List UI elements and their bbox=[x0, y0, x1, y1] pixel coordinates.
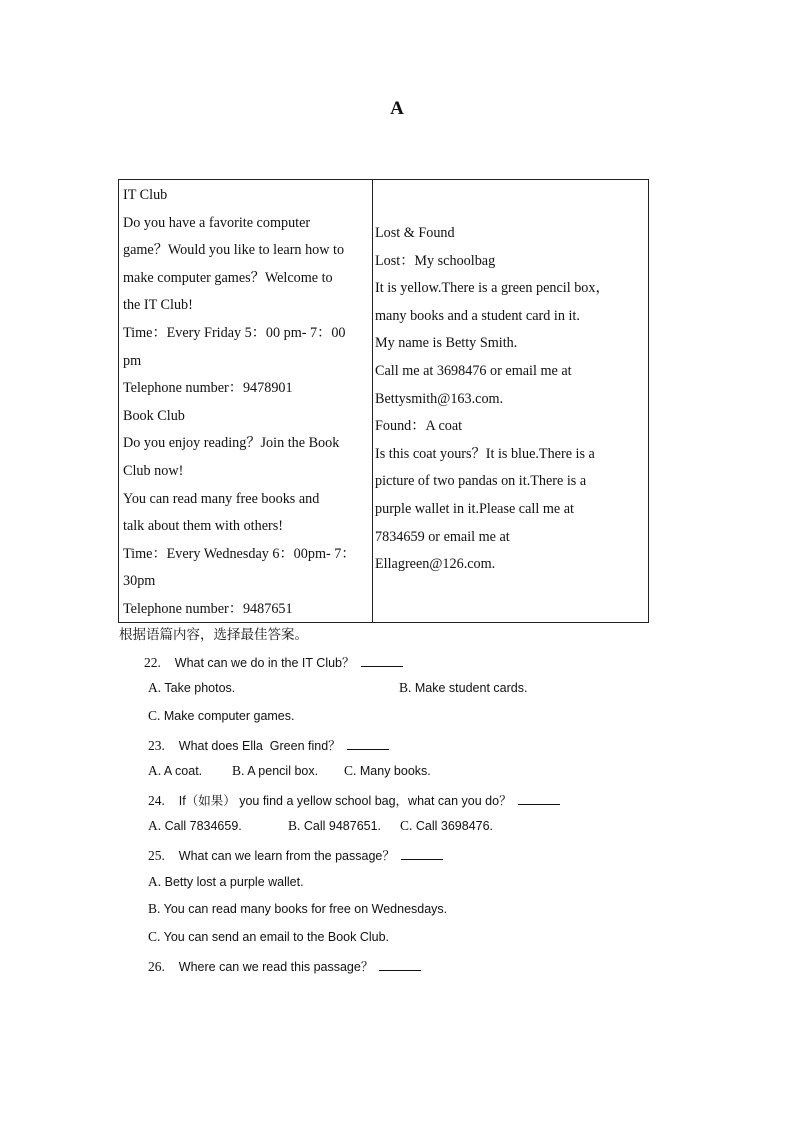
left-line: make computer games？Welcome to bbox=[123, 269, 333, 286]
question-number: 26. bbox=[148, 959, 165, 974]
option-text: Take photos. bbox=[164, 681, 236, 695]
option-letter: B. bbox=[148, 901, 161, 916]
right-line: many books and a student card in it. bbox=[375, 307, 580, 324]
left-line: Telephone number：9478901 bbox=[123, 380, 293, 397]
option-22b[interactable] bbox=[399, 680, 527, 696]
answer-blank[interactable] bbox=[518, 794, 560, 805]
section-title: A bbox=[390, 98, 404, 119]
right-line: purple wallet in it.Please call me at bbox=[375, 500, 574, 517]
question-text: What can we do in the IT Club？ bbox=[174, 656, 355, 670]
left-line: game？Would you like to learn how to bbox=[123, 242, 345, 259]
right-line: Is this coat yours？It is blue.There is a bbox=[375, 445, 595, 462]
option-25c[interactable] bbox=[148, 929, 389, 945]
right-line: Bettysmith@163.com. bbox=[375, 390, 504, 407]
lost-found-column bbox=[373, 180, 648, 622]
option-24c[interactable] bbox=[400, 818, 493, 834]
option-text: A coat. bbox=[163, 764, 203, 778]
right-line: Lost & Found bbox=[375, 225, 455, 241]
option-24b[interactable] bbox=[288, 818, 381, 834]
right-line: Found：A coat bbox=[375, 418, 463, 435]
option-letter: A. bbox=[148, 818, 162, 833]
option-text: Many books. bbox=[359, 764, 431, 778]
right-line: It is yellow.There is a green pencil box， bbox=[375, 280, 610, 297]
option-letter: A. bbox=[148, 874, 162, 889]
answer-blank[interactable] bbox=[347, 739, 389, 750]
left-line: the IT Club! bbox=[123, 297, 193, 314]
left-line: Do you have a favorite computer bbox=[123, 214, 311, 231]
left-line: Do you enjoy reading？Join the Book bbox=[123, 435, 340, 452]
option-text: Call 9487651. bbox=[303, 819, 382, 833]
option-letter: B. bbox=[288, 818, 301, 833]
instruction-text: 根据语篇内容，选择最佳答案。 bbox=[119, 627, 308, 643]
question-22 bbox=[144, 653, 403, 671]
question-24 bbox=[148, 791, 560, 809]
left-line: Book Club bbox=[123, 407, 185, 424]
option-text: You can read many books for free on Wednesdays. bbox=[163, 902, 448, 916]
option-text: Call 3698476. bbox=[415, 819, 494, 833]
option-23b[interactable] bbox=[232, 763, 318, 779]
answer-blank[interactable] bbox=[379, 960, 421, 971]
clubs-column bbox=[119, 180, 373, 622]
option-letter: B. bbox=[232, 763, 245, 778]
left-line: Time：Every Wednesday 6：00pm- 7： bbox=[123, 545, 356, 562]
question-number: 24. bbox=[148, 793, 165, 808]
option-text: You can send an email to the Book Club. bbox=[163, 930, 390, 944]
option-letter: C. bbox=[148, 929, 161, 944]
right-line: picture of two pandas on it.There is a bbox=[375, 473, 587, 490]
question-23 bbox=[148, 736, 389, 754]
option-22c[interactable] bbox=[148, 708, 294, 724]
left-line: Telephone number：9487651 bbox=[123, 600, 293, 617]
option-letter: A. bbox=[148, 680, 162, 695]
notice-table bbox=[118, 179, 649, 623]
option-letter: C. bbox=[400, 818, 413, 833]
right-line: Call me at 3698476 or email me at bbox=[375, 362, 572, 379]
right-line: Lost：My schoolbag bbox=[375, 252, 496, 269]
left-line: 30pm bbox=[123, 573, 156, 590]
answer-blank[interactable] bbox=[361, 656, 403, 667]
option-text: Call 7834659. bbox=[164, 819, 242, 833]
question-text: What can we learn from the passage？ bbox=[178, 849, 395, 863]
question-text: If（如果） you find a yellow school bag，what can you do？ bbox=[178, 794, 512, 808]
option-text: A pencil box. bbox=[247, 764, 319, 778]
option-text: Betty lost a purple wallet. bbox=[164, 875, 304, 889]
left-line: Club now! bbox=[123, 462, 184, 479]
option-letter: B. bbox=[399, 680, 412, 695]
option-25b[interactable] bbox=[148, 901, 447, 917]
option-22a[interactable] bbox=[148, 680, 235, 696]
option-24a[interactable] bbox=[148, 818, 242, 834]
question-26 bbox=[148, 957, 421, 975]
answer-blank[interactable] bbox=[401, 849, 443, 860]
option-23a[interactable] bbox=[148, 763, 202, 779]
option-letter: C. bbox=[344, 763, 357, 778]
left-line: talk about them with others! bbox=[123, 518, 283, 535]
left-line: IT Club bbox=[123, 187, 168, 203]
left-line: Time：Every Friday 5：00 pm- 7：00 bbox=[123, 324, 346, 341]
right-line: 7834659 or email me at bbox=[375, 528, 510, 545]
question-25 bbox=[148, 846, 443, 864]
right-line: Ellagreen@126.com. bbox=[375, 556, 496, 573]
option-text: Make computer games. bbox=[163, 709, 295, 723]
question-number: 23. bbox=[148, 738, 165, 753]
question-text: Where can we read this passage？ bbox=[178, 960, 374, 974]
left-line: pm bbox=[123, 352, 142, 369]
option-letter: C. bbox=[148, 708, 161, 723]
right-line: My name is Betty Smith. bbox=[375, 335, 518, 352]
question-number: 25. bbox=[148, 848, 165, 863]
question-number: 22. bbox=[144, 655, 161, 670]
left-line: You can read many free books and bbox=[123, 490, 320, 507]
question-text: What does Ella Green find？ bbox=[178, 739, 341, 753]
option-25a[interactable] bbox=[148, 874, 304, 890]
option-letter: A. bbox=[148, 763, 162, 778]
option-23c[interactable] bbox=[344, 763, 431, 779]
option-text: Make student cards. bbox=[414, 681, 528, 695]
